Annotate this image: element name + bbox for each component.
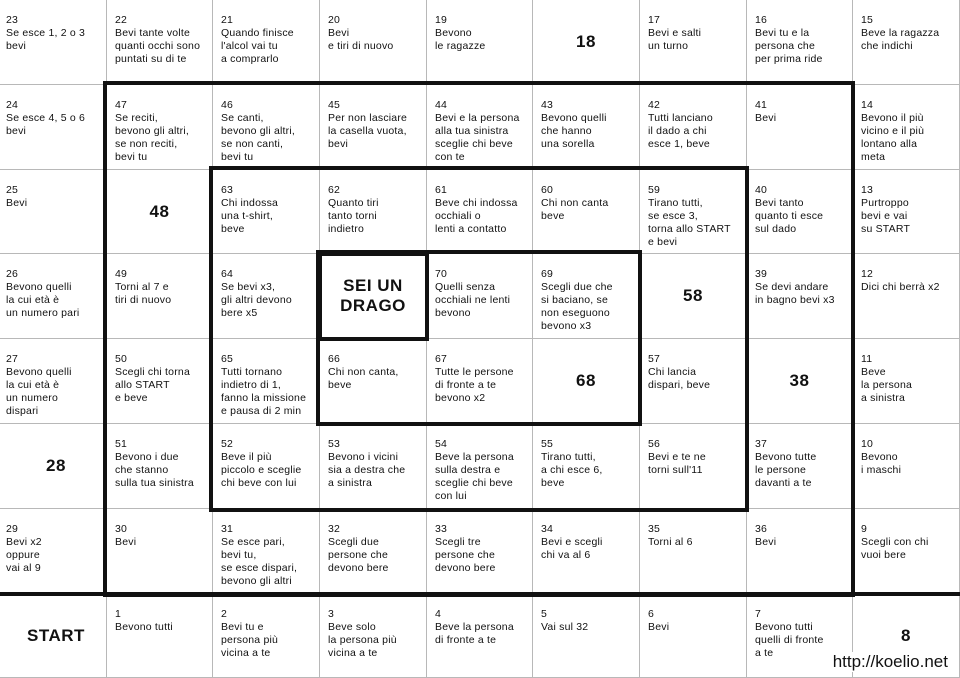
square-instruction: Beve la persona a sinistra bbox=[861, 366, 913, 404]
square-instruction: Bevi bbox=[755, 536, 777, 548]
square-number: 4 bbox=[435, 608, 442, 620]
board-square bbox=[320, 0, 427, 85]
square-instruction: Bevi e salti un turno bbox=[648, 27, 702, 52]
square-instruction: Se esce 1, 2 o 3 bevi bbox=[6, 27, 86, 52]
board-square bbox=[0, 170, 107, 254]
board-square bbox=[640, 339, 747, 424]
square-instruction: Bevi tu e persona più vicina a te bbox=[221, 621, 279, 659]
board-square bbox=[107, 254, 213, 339]
square-number: 22 bbox=[115, 14, 128, 26]
square-number: 11 bbox=[861, 353, 873, 365]
board-square bbox=[0, 424, 107, 509]
square-number: 47 bbox=[115, 99, 128, 111]
board-square bbox=[533, 85, 640, 170]
square-number: 49 bbox=[115, 268, 128, 280]
square-instruction: Beve chi indossa occhiali o lenti a contatto bbox=[435, 197, 518, 235]
board-square bbox=[640, 594, 747, 678]
square-instruction: Quanto tiri tanto torni indietro bbox=[328, 197, 379, 235]
square-number: 62 bbox=[328, 184, 341, 196]
square-instruction: 28 bbox=[46, 456, 66, 475]
board-square bbox=[0, 339, 107, 424]
square-instruction: 18 bbox=[576, 32, 596, 51]
square-number: 29 bbox=[6, 523, 19, 535]
board-square bbox=[0, 254, 107, 339]
board-square bbox=[320, 85, 427, 170]
square-instruction: Bevono tutti bbox=[115, 621, 173, 633]
square-instruction: Chi non canta, beve bbox=[328, 366, 399, 391]
board-square bbox=[107, 170, 213, 254]
board-square bbox=[107, 594, 213, 678]
square-instruction: Bevi e tiri di nuovo bbox=[328, 27, 394, 52]
square-instruction: START bbox=[27, 625, 85, 645]
square-instruction: Bevi tu e la persona che per prima ride bbox=[755, 27, 823, 65]
square-instruction: Bevi bbox=[6, 197, 28, 209]
square-number: 13 bbox=[861, 184, 874, 196]
board-square bbox=[533, 509, 640, 594]
square-number: 35 bbox=[648, 523, 661, 535]
square-number: 30 bbox=[115, 523, 128, 535]
square-instruction: 8 bbox=[901, 625, 911, 645]
square-instruction: Bevi tante volte quanti occhi sono puntati su di te bbox=[115, 27, 201, 65]
square-number: 10 bbox=[861, 438, 874, 450]
square-number: 40 bbox=[755, 184, 768, 196]
square-instruction: Vai sul 32 bbox=[541, 621, 589, 633]
board-square bbox=[107, 424, 213, 509]
square-instruction: Chi non canta beve bbox=[541, 197, 609, 222]
square-number: 52 bbox=[221, 438, 234, 450]
square-number: 44 bbox=[435, 99, 448, 111]
board-square bbox=[747, 424, 853, 509]
square-instruction: Bevono le ragazze bbox=[435, 27, 486, 52]
square-instruction: Purtroppo bevi e vai su START bbox=[861, 197, 911, 235]
board-square bbox=[747, 509, 853, 594]
square-number: 31 bbox=[221, 523, 234, 535]
board-square bbox=[640, 85, 747, 170]
square-number: 42 bbox=[648, 99, 661, 111]
square-number: 26 bbox=[6, 268, 19, 280]
square-instruction: Tutti tornano indietro di 1, fanno la missione e pausa di 2 min bbox=[221, 366, 307, 417]
square-number: 41 bbox=[755, 99, 768, 111]
square-number: 2 bbox=[221, 608, 228, 620]
square-instruction: Se esce pari, bevi tu, se esce dispari, bevono gli altri bbox=[221, 536, 298, 587]
square-instruction: Se bevi x3, gli altri devono bere x5 bbox=[221, 281, 292, 319]
square-number: 15 bbox=[861, 14, 874, 26]
square-number: 9 bbox=[861, 523, 868, 535]
square-number: 33 bbox=[435, 523, 448, 535]
square-instruction: Bevi bbox=[115, 536, 137, 548]
square-number: 20 bbox=[328, 14, 341, 26]
board-square bbox=[853, 170, 960, 254]
square-number: 37 bbox=[755, 438, 768, 450]
site-url: http://koelio.net bbox=[832, 652, 948, 671]
square-number: 53 bbox=[328, 438, 341, 450]
board-square bbox=[213, 594, 320, 678]
square-instruction: Tirano tutti, se esce 3, torna allo START e bevi bbox=[648, 197, 731, 248]
square-number: 12 bbox=[861, 268, 874, 280]
square-number: 19 bbox=[435, 14, 448, 26]
board-square bbox=[320, 254, 427, 339]
square-number: 64 bbox=[221, 268, 234, 280]
board-square bbox=[853, 339, 960, 424]
square-number: 54 bbox=[435, 438, 448, 450]
board-square bbox=[213, 509, 320, 594]
board-square bbox=[320, 509, 427, 594]
square-instruction: Bevi e scegli chi va al 6 bbox=[541, 536, 603, 561]
square-instruction: Chi indossa una t-shirt, beve bbox=[221, 197, 279, 235]
square-instruction: Beve la persona sulla destra e sceglie chi beve con lui bbox=[435, 451, 514, 502]
board-square bbox=[853, 509, 960, 594]
square-instruction: Tirano tutti, a chi esce 6, beve bbox=[541, 451, 603, 489]
square-number: 43 bbox=[541, 99, 554, 111]
board-square bbox=[853, 85, 960, 170]
square-instruction: Per non lasciare la casella vuota, bevi bbox=[328, 112, 408, 150]
board-square bbox=[107, 339, 213, 424]
board-square bbox=[747, 0, 853, 85]
square-instruction: Bevono il più vicino e il più lontano alla meta bbox=[861, 112, 925, 163]
board-square bbox=[747, 170, 853, 254]
square-instruction: Scegli tre persone che devono bere bbox=[435, 536, 496, 574]
board-square bbox=[427, 594, 533, 678]
board-square bbox=[533, 0, 640, 85]
square-number: 57 bbox=[648, 353, 661, 365]
square-instruction: Scegli due persone che devono bere bbox=[328, 536, 389, 574]
square-instruction: Chi lancia dispari, beve bbox=[648, 366, 711, 391]
board-square bbox=[427, 509, 533, 594]
square-instruction: Torni al 7 e tiri di nuovo bbox=[115, 281, 172, 306]
square-number: 21 bbox=[221, 14, 234, 26]
board-square bbox=[427, 339, 533, 424]
board-square bbox=[533, 339, 640, 424]
square-number: 23 bbox=[6, 14, 19, 26]
square-instruction: Se devi andare in bagno bevi x3 bbox=[755, 281, 835, 306]
board-square bbox=[533, 170, 640, 254]
square-instruction: Beve solo la persona più vicina a te bbox=[328, 621, 397, 659]
board-square bbox=[320, 170, 427, 254]
square-number: 36 bbox=[755, 523, 768, 535]
square-number: 34 bbox=[541, 523, 554, 535]
board-square bbox=[747, 85, 853, 170]
square-instruction: Tutti lanciano il dado a chi esce 1, beve bbox=[648, 112, 713, 150]
square-instruction: 58 bbox=[683, 286, 703, 305]
square-number: 70 bbox=[435, 268, 448, 280]
square-number: 67 bbox=[435, 353, 448, 365]
square-instruction: Scegli con chi vuoi bere bbox=[861, 536, 929, 561]
square-number: 66 bbox=[328, 353, 341, 365]
board-square bbox=[320, 594, 427, 678]
square-number: 61 bbox=[435, 184, 448, 196]
square-instruction: Quando finisce l'alcol vai tu a comprarlo bbox=[221, 27, 294, 65]
square-number: 32 bbox=[328, 523, 341, 535]
square-instruction: Bevono i maschi bbox=[861, 451, 902, 476]
board-square bbox=[0, 594, 107, 678]
square-instruction: Bevono i vicini sia a destra che a sinistra bbox=[328, 451, 406, 489]
square-instruction: Se canti, bevono gli altri, se non canti, bevi tu bbox=[221, 112, 296, 163]
board-square bbox=[747, 339, 853, 424]
start-row-divider bbox=[0, 592, 960, 596]
board-square bbox=[640, 170, 747, 254]
board-square bbox=[213, 424, 320, 509]
square-instruction: Bevono quelli la cui età è un numero dispari bbox=[6, 366, 72, 417]
board-square bbox=[427, 85, 533, 170]
board-square bbox=[427, 0, 533, 85]
square-instruction: Quelli senza occhiali ne lenti bevono bbox=[435, 281, 511, 319]
square-instruction: Bevi bbox=[648, 621, 670, 633]
board-square bbox=[0, 85, 107, 170]
board-square bbox=[107, 85, 213, 170]
board-square bbox=[107, 0, 213, 85]
board-square bbox=[533, 594, 640, 678]
board-square bbox=[853, 254, 960, 339]
board-square bbox=[427, 170, 533, 254]
board-square bbox=[0, 509, 107, 594]
square-instruction: Beve la ragazza che indichi bbox=[861, 27, 940, 52]
square-instruction: Scegli due che si baciano, se non eseguono bevono x3 bbox=[541, 281, 613, 332]
board-square bbox=[320, 424, 427, 509]
square-instruction: 68 bbox=[576, 371, 596, 390]
square-number: 51 bbox=[115, 438, 128, 450]
square-instruction: Scegli chi torna allo START e beve bbox=[115, 366, 190, 404]
board-square bbox=[0, 0, 107, 85]
square-instruction: Bevono quelli la cui età è un numero pari bbox=[6, 281, 80, 319]
board-square bbox=[213, 254, 320, 339]
square-number: 65 bbox=[221, 353, 234, 365]
square-number: 45 bbox=[328, 99, 341, 111]
board-square bbox=[427, 424, 533, 509]
square-number: 24 bbox=[6, 99, 19, 111]
square-number: 50 bbox=[115, 353, 128, 365]
square-instruction: Bevi tanto quanto ti esce sul dado bbox=[755, 197, 824, 235]
square-instruction: Torni al 6 bbox=[648, 536, 693, 548]
board-square bbox=[427, 254, 533, 339]
square-instruction: Bevi x2 oppure vai al 9 bbox=[6, 536, 42, 574]
square-number: 5 bbox=[541, 608, 548, 620]
square-instruction: 48 bbox=[149, 201, 170, 221]
square-number: 27 bbox=[6, 353, 19, 365]
board-square bbox=[107, 509, 213, 594]
square-instruction: Dici chi berrà x2 bbox=[861, 281, 940, 293]
square-number: 17 bbox=[648, 14, 661, 26]
square-number: 56 bbox=[648, 438, 661, 450]
board-square bbox=[640, 509, 747, 594]
square-number: 46 bbox=[221, 99, 234, 111]
board-square bbox=[533, 424, 640, 509]
board-square bbox=[853, 424, 960, 509]
square-number: 69 bbox=[541, 268, 554, 280]
square-number: 59 bbox=[648, 184, 661, 196]
square-number: 14 bbox=[861, 99, 874, 111]
board-square bbox=[213, 170, 320, 254]
board-square bbox=[213, 339, 320, 424]
board-square bbox=[533, 254, 640, 339]
square-instruction: Bevono tutti quelli di fronte a te bbox=[755, 621, 824, 659]
square-number: 7 bbox=[755, 608, 762, 620]
square-instruction: Se reciti, bevono gli altri, se non reciti, bevi tu bbox=[115, 112, 190, 163]
square-number: 39 bbox=[755, 268, 768, 280]
square-instruction: 38 bbox=[789, 371, 810, 390]
board-square bbox=[853, 0, 960, 85]
board-square bbox=[213, 85, 320, 170]
square-instruction: Bevi bbox=[755, 112, 777, 124]
board-square bbox=[640, 424, 747, 509]
square-instruction: Se esce 4, 5 o 6 bevi bbox=[6, 112, 86, 137]
board-square bbox=[640, 254, 747, 339]
square-instruction: Beve il più piccolo e sceglie chi beve con lui bbox=[221, 451, 302, 489]
board-square bbox=[747, 254, 853, 339]
square-number: 3 bbox=[328, 608, 335, 620]
square-instruction: Bevono quelli che hanno una sorella bbox=[541, 112, 607, 150]
square-instruction: Bevi e la persona alla tua sinistra sceglie chi beve con te bbox=[435, 112, 520, 163]
square-instruction: Bevi e te ne torni sull'11 bbox=[648, 451, 706, 476]
square-number: 63 bbox=[221, 184, 234, 196]
square-instruction: Bevono i due che stanno sulla tua sinistra bbox=[115, 451, 194, 489]
square-number: 55 bbox=[541, 438, 554, 450]
square-number: 25 bbox=[6, 184, 19, 196]
square-number: 16 bbox=[755, 14, 768, 26]
board-square bbox=[213, 0, 320, 85]
square-number: 6 bbox=[648, 608, 655, 620]
square-number: 60 bbox=[541, 184, 554, 196]
board-square bbox=[320, 339, 427, 424]
square-instruction: Tutte le persone di fronte a te bevono x2 bbox=[435, 366, 514, 404]
square-instruction: Beve la persona di fronte a te bbox=[435, 621, 514, 646]
square-instruction: Bevono tutte le persone davanti a te bbox=[755, 451, 817, 489]
board-square bbox=[640, 0, 747, 85]
square-number: 1 bbox=[115, 608, 122, 620]
square-instruction: SEI UN DRAGO bbox=[340, 276, 406, 315]
